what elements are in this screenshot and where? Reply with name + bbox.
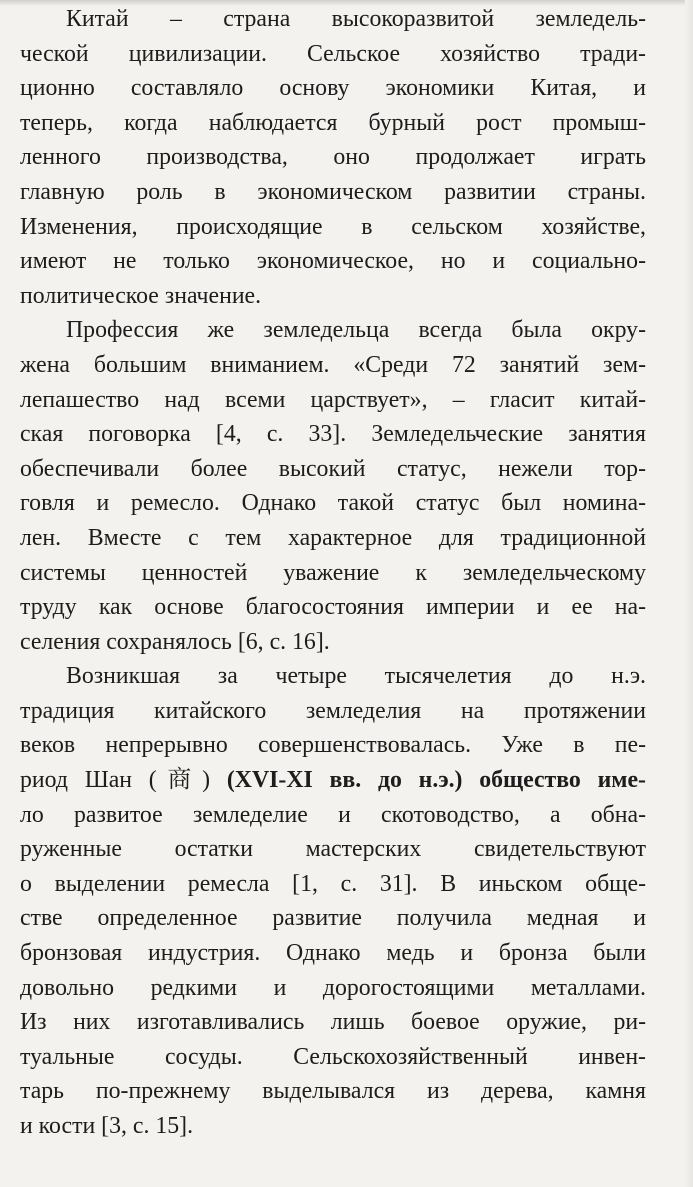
body-text <box>20 2 646 1144</box>
text-line: туальные сосуды. Сельскохозяйственный инвен- <box>20 1043 646 1070</box>
text-line: Китай – страна высокоразвитой земледель- <box>66 6 646 32</box>
text-line: главную роль в экономическом развитии страны. <box>20 178 646 205</box>
text-line: ленного производства, оно продолжает играть <box>20 144 646 171</box>
text-line: тарь по-прежнему выделывался из дерева, камня <box>20 1078 646 1105</box>
bold-text: (XVI-XI вв. до н.э.) общество име- <box>226 767 646 794</box>
text-line: руженные остатки мастерских свидетельствуют <box>20 836 646 863</box>
text-line: политическое значение. <box>20 282 262 309</box>
text-line: о выделении ремесла [1, с. 31]. В иньском обще- <box>20 870 646 897</box>
text-line: веков непрерывно совершенствовалась. Уже в пе- <box>20 732 646 759</box>
text-line: ло развитое земледелие и скотоводство, а обна- <box>20 801 646 828</box>
text-line: Возникшая за четыре тысячелетия до н.э. <box>66 663 646 690</box>
text-line: Изменения, происходящие в сельском хозяйстве, <box>20 213 646 240</box>
text-line: довольно редкими и дорогостоящими металлами. <box>20 974 646 1001</box>
text-line: имеют не только экономическое, но и социально- <box>20 248 646 275</box>
text-line: лепашество над всеми царствует», – гласит китай- <box>20 386 646 413</box>
text-line: ская поговорка [4, с. 33]. Земледельческие занятия <box>20 421 646 448</box>
text-line: бронзовая индустрия. Однако медь и бронза были <box>20 940 646 967</box>
plain-text: риод Шан (商) <box>20 767 227 794</box>
text-line: ческой цивилизации. Сельское хозяйство тради- <box>20 40 646 67</box>
text-line: теперь, когда наблюдается бурный рост промыш- <box>20 109 646 136</box>
page-right-edge <box>685 0 693 1187</box>
text-line: ционно составляло основу экономики Китая, и <box>20 75 646 102</box>
text-line: лен. Вместе с тем характерное для традиционной <box>20 524 646 551</box>
text-line: стве определенное развитие получила медная и <box>20 905 646 932</box>
text-line: Из них изготавливались лишь боевое оружие, ри- <box>20 1009 646 1036</box>
text-line: жена большим вниманием. «Среди 72 занятий зем- <box>20 351 646 378</box>
text-line: селения сохранялось [6, с. 16]. <box>20 628 330 655</box>
text-line: труду как основе благосостояния империи и ее на- <box>20 594 646 621</box>
text-line: обеспечивали более высокий статус, нежели тор- <box>20 455 646 482</box>
text-line: традиция китайского земледелия на протяжении <box>20 697 646 724</box>
text-line: системы ценностей уважение к земледельческому <box>20 559 646 586</box>
text-line-mixed <box>20 763 646 798</box>
text-line: и кости [3, с. 15]. <box>20 1113 194 1139</box>
text-line: говля и ремесло. Однако такой статус был номина- <box>20 490 646 517</box>
text-line: Профессия же земледельца всегда была окру- <box>66 317 646 344</box>
